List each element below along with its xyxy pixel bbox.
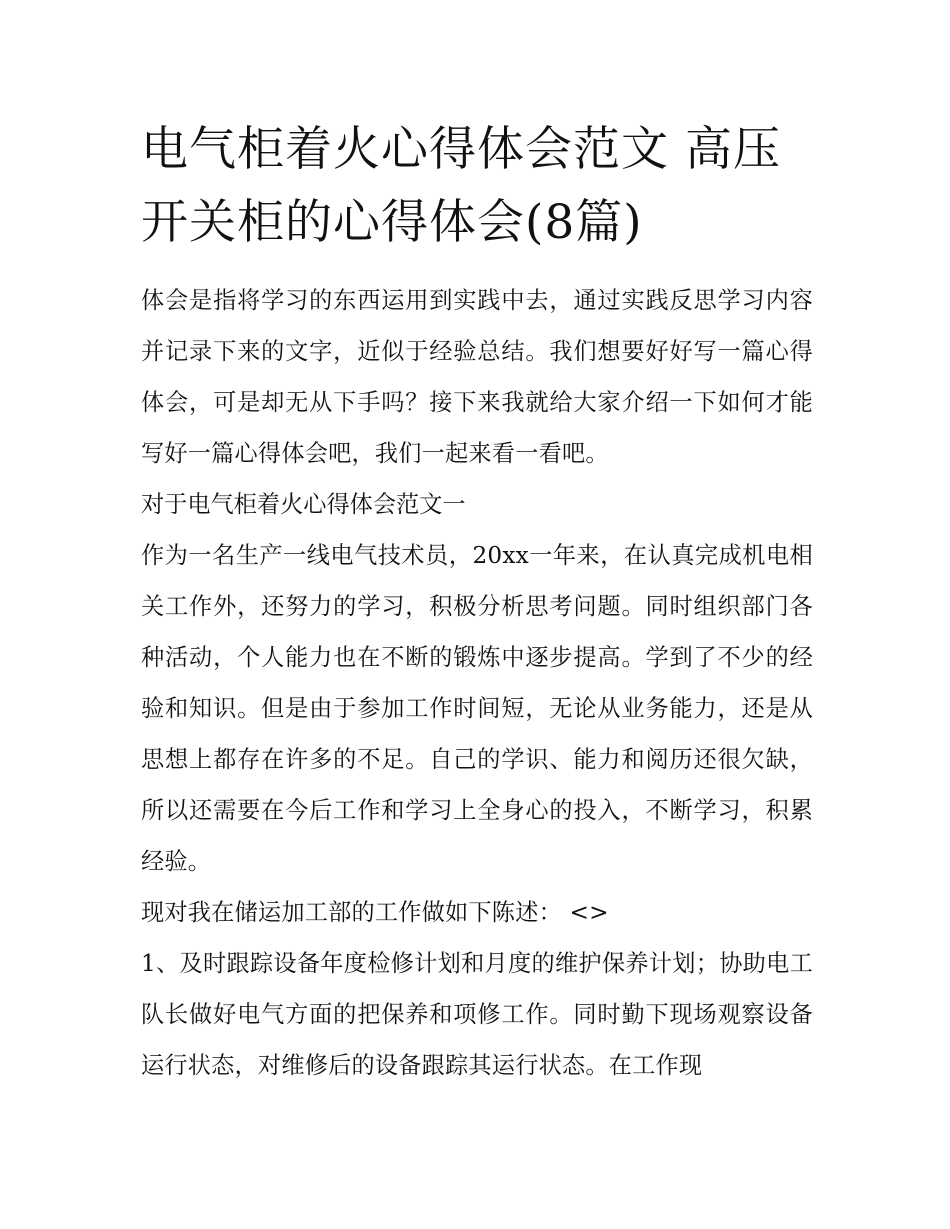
document-body	[141, 275, 813, 1091]
intro-paragraph: 体会是指将学习的东西运用到实践中去，通过实践反思学习内容并记录下来的文字，近似于经验总结。我们想要好好写一篇心得体会，可是却无从下手吗？接下来我就给大家介绍一下如何才能写好一篇心得体会吧，我们一起来看一看吧。	[141, 287, 813, 467]
document-title: 电气柜着火心得体会范文 高压开关柜的心得体会(8篇)	[141, 122, 781, 250]
body-paragraph-3: 1、及时跟踪设备年度检修计划和月度的维护保养计划；协助电工队长做好电气方面的把保养和项修工作。同时勤下现场观察设备运行状态，对维修后的设备跟踪其运行状态。在工作现	[141, 950, 813, 1079]
body-paragraph-2: 现对我在储运加工部的工作做如下陈述： <>	[141, 899, 609, 926]
section-heading: 对于电气柜着火心得体会范文一	[141, 491, 466, 518]
body-paragraph-1: 作为一名生产一线电气技术员，20xx一年来，在认真完成机电相关工作外，还努力的学习，积极分析思考问题。同时组织部门各种活动，个人能力也在不断的锻炼中逐步提高。学到了不少的经验和知识。但是由于参加工作时间短，无论从业务能力，还是从思想上都存在许多的不足。自己的学识、能力和阅历还很欠缺，所以还需要在今后工作和学习上全身心的投入，不断学习，积累经验。	[141, 542, 813, 875]
